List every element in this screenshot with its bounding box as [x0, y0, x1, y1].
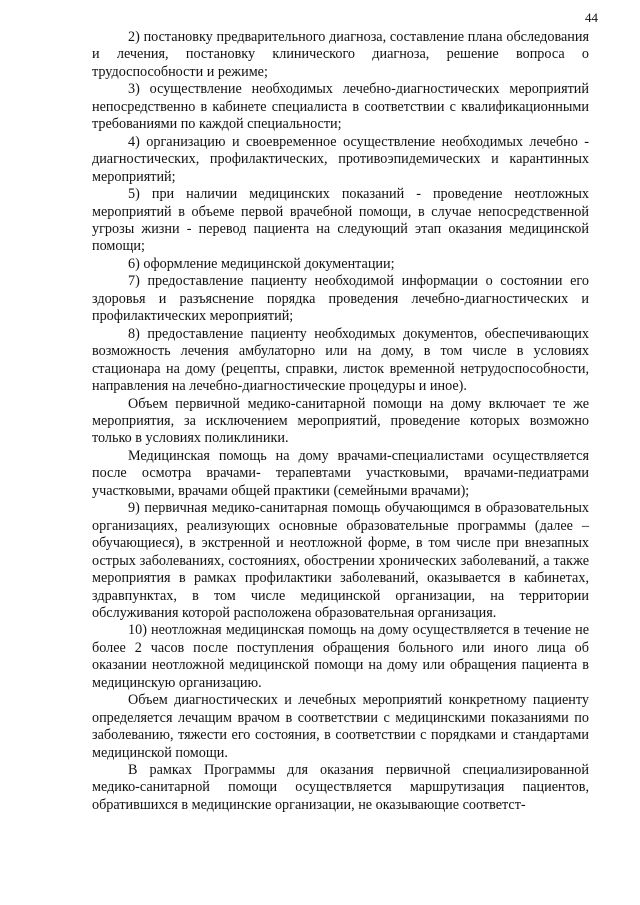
paragraph-item-3: 3) осуществление необходимых лечебно-диагностических мероприятий непосредственно в кабинете специалиста в соответствии с квалификационными требованиями по каждой специальности;	[92, 81, 589, 133]
paragraph-item-4: 4) организацию и своевременное осуществление необходимых лечебно - диагностических, профилактических, противоэпидемических и карантинных мероприятий;	[92, 133, 589, 185]
paragraph-item-2: 2) постановку предварительного диагноза, составление плана обследования и лечения, постановку клинического диагноза, решение вопроса о трудоспособности и режиме;	[92, 29, 589, 80]
paragraph-treatment-scope: Объем диагностических и лечебных мероприятий конкретному пациенту определяется лечащим врачом в соответствии с медицинскими показаниями по заболеванию, тяжести его состояния, в соответствии с порядками и стандартами медицинской помощи.	[92, 692, 589, 761]
document-body	[92, 29, 589, 814]
page-number: 44	[585, 10, 598, 25]
paragraph-item-10: 10) неотложная медицинская помощь на дому осуществляется в течение не более 2 часов после поступления обращения больного или иного лица об оказании неотложной медицинской помощи на дому или обращения пациента в медицинскую организацию.	[92, 622, 589, 691]
paragraph-home-care-scope: Объем первичной медико-санитарной помощи на дому включает те же мероприятия, за исключением мероприятий, проведение которых возможно только в условиях поликлиники.	[92, 395, 589, 447]
paragraph-item-9: 9) первичная медико-санитарная помощь обучающимся в образовательных организациях, реализующих основные образовательные программы (далее – обучающиеся), в экстренной и неотложной форме, в том числе при внезапных острых заболеваниях, состояниях, обострении хронических заболеваний, а также мероприятия в рамках профилактики заболеваний, оказывается в кабинетах, здравпунктах, в том числе медицинской организации, на территории обслуживания которой расположена образовательная организация.	[92, 500, 589, 621]
paragraph-item-5: 5) при наличии медицинских показаний - проведение неотложных мероприятий в объеме первой врачебной помощи, в случае непосредственной угрозы жизни - перевод пациента на следующий этап оказания медицинской помощи;	[92, 186, 589, 255]
paragraph-item-6: 6) оформление медицинской документации;	[128, 255, 395, 272]
paragraph-routing: В рамках Программы для оказания первичной специализированной медико-санитарной помощи осуществляется маршрутизация пациентов, обратившихся в медицинские организации, не оказывающие соответст-	[92, 762, 589, 813]
paragraph-item-8: 8) предоставление пациенту необходимых документов, обеспечивающих возможность лечения амбулаторно или на дому, в том числе в условиях стационара на дому (рецепты, справки, листок временной нетрудоспособности, направления на лечебно-диагностические процедуры и иное).	[92, 325, 589, 395]
paragraph-item-7: 7) предоставление пациенту необходимой информации о состоянии его здоровья и разъяснение порядка проведения лечебно-диагностических и профилактических мероприятий;	[92, 273, 589, 325]
paragraph-home-care-specialists: Медицинская помощь на дому врачами-специалистами осуществляется после осмотра врачами- терапевтами участковыми, врачами-педиатрами участковыми, врачами общей практики (семейными врачами);	[92, 447, 589, 499]
